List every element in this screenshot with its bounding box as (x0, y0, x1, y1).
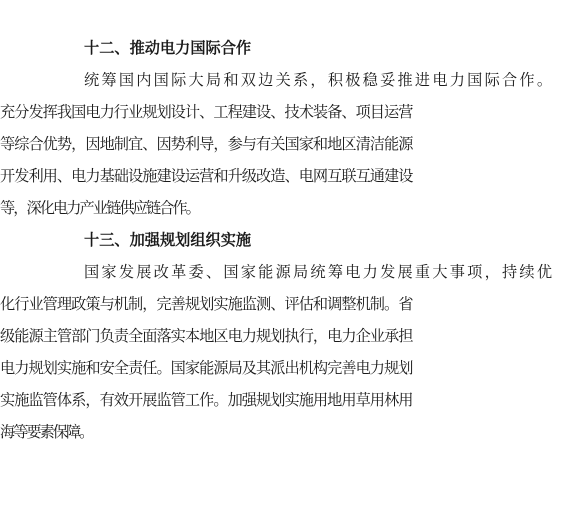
section-13-line-6: 海等要素保障。 (0, 423, 93, 441)
section-13-line-4: 电力规划实施和安全责任。国家能源局及其派出机构完善电力规划 (0, 359, 413, 377)
section-13-line-5: 实施监管体系，有效开展监管工作。加强规划实施用地用草用林用 (0, 391, 413, 409)
section-13-line-2: 化行业管理政策与机制，完善规划实施监测、评估和调整机制。省 (0, 295, 413, 313)
section-13-heading: 十三、加强规划组织实施 (84, 231, 252, 249)
section-12-line-4: 开发利用、电力基础设施建设运营和升级改造、电网互联互通建设 (0, 167, 413, 185)
section-13-line-1: 国家发展改革委、国家能源局统筹电力发展重大事项，持续优 (84, 263, 552, 281)
section-12-line-3: 等综合优势，因地制宜、因势利导，参与有关国家和地区清洁能源 (0, 135, 413, 153)
section-12-line-1: 统筹国内国际大局和双边关系，积极稳妥推进电力国际合作。 (84, 71, 552, 89)
section-12-heading: 十二、推动电力国际合作 (84, 39, 252, 57)
section-13-line-3: 级能源主管部门负责全面落实本地区电力规划执行，电力企业承担 (0, 327, 413, 345)
section-12-line-5: 等，深化电力产业链供应链合作。 (0, 199, 199, 217)
section-12-line-2: 充分发挥我国电力行业规划设计、工程建设、技术装备、项目运营 (0, 103, 413, 121)
